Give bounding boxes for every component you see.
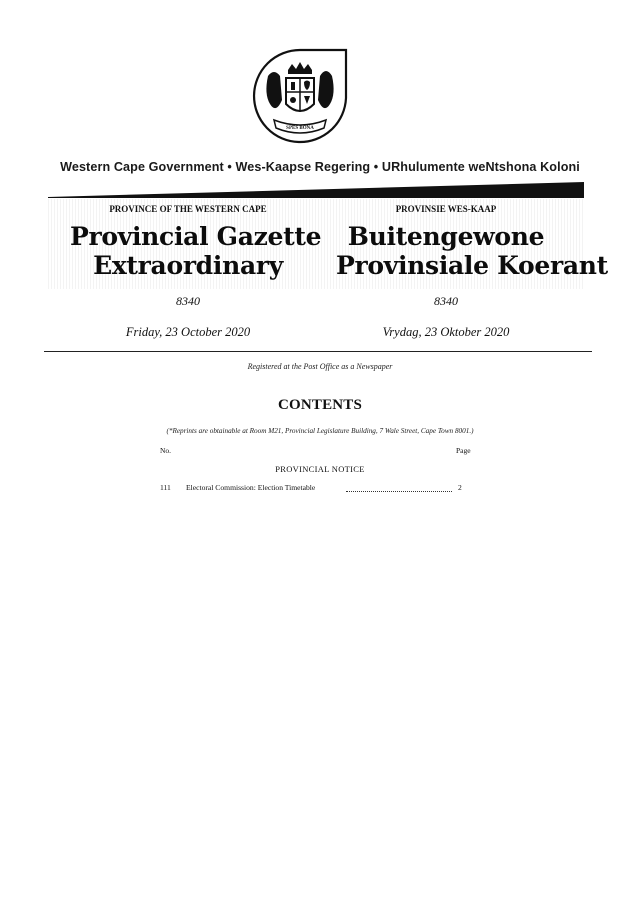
gazette-title-english bbox=[70, 222, 322, 280]
reprints-note: (*Reprints are obtainable at Room M21, Provincial Legislature Building, 7 Wale Street, Cape Town 8001.) bbox=[166, 427, 474, 435]
header-divider bbox=[44, 351, 592, 352]
registered-note: Registered at the Post Office as a Newspaper bbox=[247, 362, 393, 371]
province-english: PROVINCE OF THE WESTERN CAPE bbox=[109, 204, 267, 214]
header-wedge-bar bbox=[48, 182, 584, 198]
province-afrikaans: PROVINSIE WES-KAAP bbox=[395, 204, 497, 214]
contents-heading: CONTENTS bbox=[277, 397, 363, 413]
column-header-no: No. bbox=[160, 446, 172, 455]
title-line-1: Buitengewone bbox=[347, 222, 545, 251]
title-line-2: Provinsiale Koerant bbox=[336, 251, 608, 280]
title-line-1: Provincial Gazette bbox=[70, 222, 322, 251]
svg-text:SPES BONA: SPES BONA bbox=[286, 126, 314, 131]
date-english: Friday, 23 October 2020 bbox=[125, 325, 251, 339]
notice-number: 111 bbox=[160, 483, 171, 492]
government-line: Western Cape Government • Wes-Kaapse Regering • URhulumente weNtshona Koloni bbox=[60, 160, 580, 174]
contents-row[interactable] bbox=[160, 483, 480, 495]
notice-page: 2 bbox=[458, 483, 462, 492]
column-header-page: Page bbox=[456, 446, 471, 455]
leader-dots bbox=[346, 491, 452, 492]
notice-title[interactable]: Electoral Commission: Election Timetable bbox=[186, 483, 316, 492]
date-afrikaans: Vrydag, 23 Oktober 2020 bbox=[382, 325, 510, 339]
title-line-2: Extraordinary bbox=[93, 251, 283, 280]
gazette-title-afrikaans bbox=[336, 222, 608, 280]
issue-number-afrikaans: 8340 bbox=[434, 294, 458, 308]
coat-of-arms-logo bbox=[250, 48, 350, 148]
section-heading: PROVINCIAL NOTICE bbox=[275, 464, 365, 474]
issue-number-english: 8340 bbox=[176, 294, 200, 308]
